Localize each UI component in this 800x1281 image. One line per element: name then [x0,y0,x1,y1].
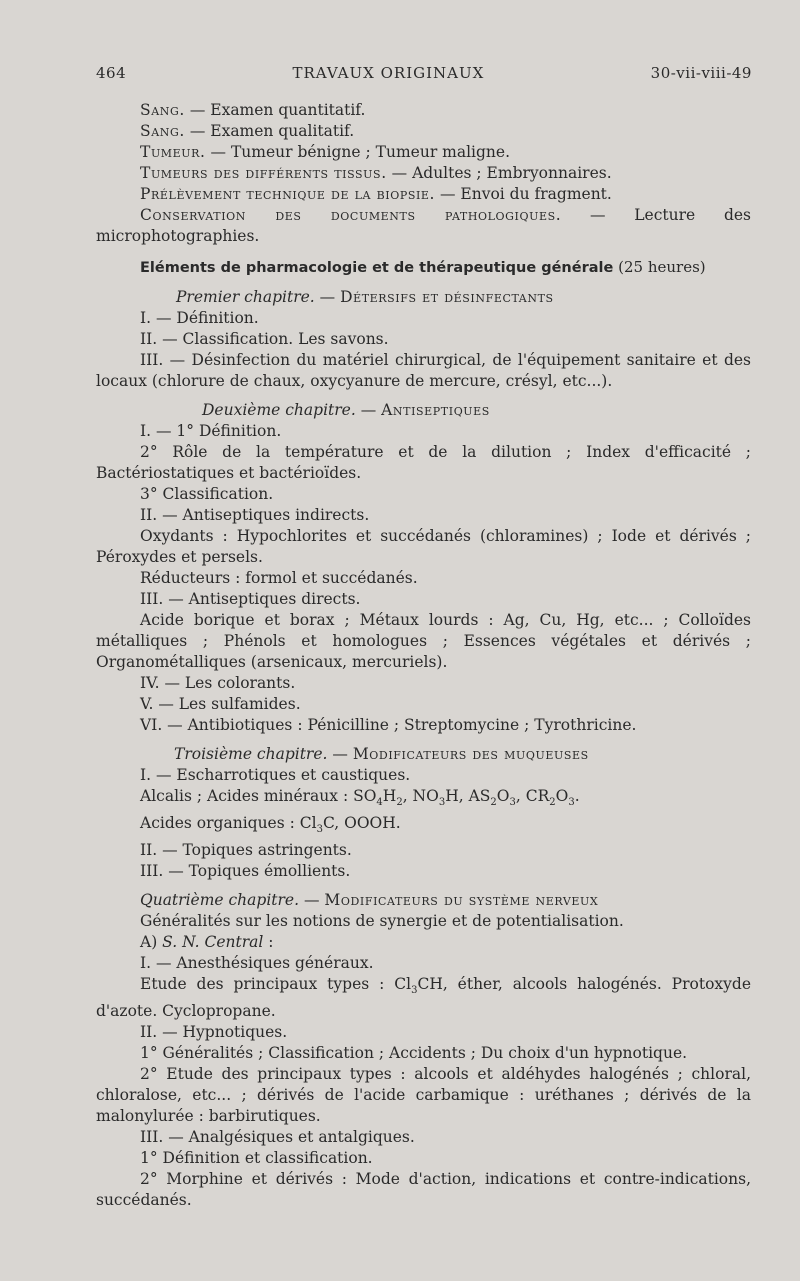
page-content [96,100,751,1211]
paragraph: 3° Classification. [140,485,274,503]
paragraph: I. — Escharrotiques et caustiques. [140,766,411,784]
section-heading: Eléments de pharmacologie et de thérapeutique générale (25 heures) [140,258,706,276]
paragraph: 1° Définition et classification. [140,1149,373,1168]
paragraph: IV. — Les colorants. [140,674,296,692]
running-head [96,64,752,82]
paragraph: III. — Analgésiques et antalgiques. [140,1128,415,1147]
paragraph: Généralités sur les notions de synergie et de potentialisation. [140,912,624,931]
text-line: Tumeur. — Tumeur bénigne ; Tumeur maligne. [140,143,511,161]
paragraph: II. — Antiseptiques indirects. [140,506,370,524]
paragraph: Etude des principaux types : $Cl_3CH$, éther, alcools halogénés. Protoxyde d'azote. Cyclopropane. [96,975,751,1021]
text-line: Prélèvement technique de la biopsie. — Envoi du fragment. [140,185,612,203]
chapter-heading-3: Troisième chapitre. — Modificateurs des muqueuses [174,745,589,763]
paragraph: 2° Etude des principaux types : alcools et aldéhydes halogénés ; chloral, chloralose, etc... ; dérivés de l'acide carbamique : uréthanes ; dérivés de la malonylurée : barbirutiques. [96,1065,751,1126]
text-line: Tumeurs des différents tissus. — Adultes ; Embryonnaires. [140,164,612,182]
paragraph: 2° Morphine et dérivés : Mode d'action, indications et contre-indications, succédanés. [96,1170,751,1210]
text-line: Sang. — Examen quantitatif. [140,101,366,119]
paragraph: III. — Antiseptiques directs. [140,590,361,608]
paragraph: III. — Désinfection du matériel chirurgical, de l'équipement sanitaire et des locaux (chlorure de chaux, oxycyanure de mercure, crésyl, etc...). [96,351,751,390]
paragraph: Alcalis ; Acides minéraux : $SO_4H_2$, $NO_3H$, $AS_2O_3$, $CR_2O_3$. [140,787,580,809]
paragraph: 1° Généralités ; Classification ; Accidents ; Du choix d'un hypnotique. [140,1044,688,1063]
text-line: Sang. — Examen qualitatif. [140,122,355,140]
paragraph: II. — Topiques astringents. [140,841,352,860]
issue-date: 30-vii-viii-49 [650,64,752,82]
paragraph: VI. — Antibiotiques : Pénicilline ; Streptomycine ; Tyrothricine. [140,716,637,734]
paragraph: 2° Rôle de la température et de la dilution ; Index d'efficacité ; Bactériostatiques et bactérioïdes. [96,443,751,482]
paragraph: II. — Classification. Les savons. [140,330,389,348]
chapter-heading-2: Deuxième chapitre. — Antiseptiques [202,401,490,419]
paragraph: II. — Hypnotiques. [140,1023,288,1042]
chapter-heading-4: Quatrième chapitre. — Modificateurs du système nerveux [140,891,599,910]
paragraph: Oxydants : Hypochlorites et succédanés (chloramines) ; Iode et dérivés ; Péroxydes et persels. [96,527,751,566]
paragraph: Réducteurs : formol et succédanés. [140,569,418,587]
paragraph: III. — Topiques émollients. [140,862,351,881]
paragraph: I. — Définition. [140,309,259,327]
paragraph: I. — 1° Définition. [140,422,282,440]
paragraph: V. — Les sulfamides. [140,695,301,713]
page-number: 464 [96,64,127,82]
text-line: Conservation des documents pathologiques. — Lecture des microphotographies. [96,206,751,245]
chapter-heading-1: Premier chapitre. — Détersifs et désinfectants [176,288,554,306]
paragraph: Acides organiques : $Cl_3C$, OOOH. [140,814,401,836]
paragraph: I. — Anesthésiques généraux. [140,954,374,973]
journal-title: TRAVAUX ORIGINAUX [292,64,485,82]
paragraph: A) S. N. Central : [140,933,274,952]
paragraph: Acide borique et borax ; Métaux lourds : Ag, Cu, Hg, etc... ; Colloïdes métalliques ; Phénols et homologues ; Essences végétales et dérivés ; Organométalliques (arsenicaux, mercuriels). [96,611,751,671]
